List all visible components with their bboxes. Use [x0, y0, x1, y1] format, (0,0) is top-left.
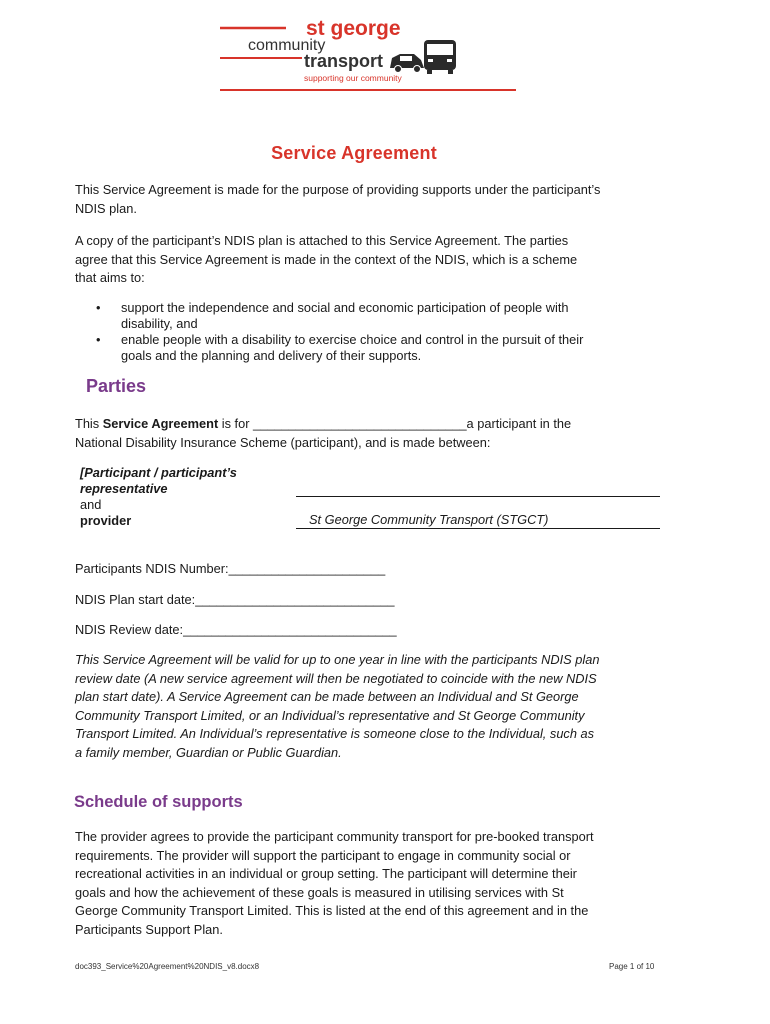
parties-paragraph: This Service Agreement is for ______________________________a participant in the National Disability Insurance Scheme (participant), and is made between: — [75, 416, 572, 450]
intro-paragraph-1: This Service Agreement is made for the purpose of providing supports under the participant’s NDIS plan. — [75, 182, 601, 216]
intro-paragraph-2: A copy of the participant’s NDIS plan is attached to this Service Agreement. The parties agree that this Service Agreement is made in the context of the NDIS, which is a scheme that aims to: — [75, 233, 578, 285]
parties-heading: Parties — [86, 376, 147, 396]
footer-filename: doc393_Service%20Agreement%20NDIS_v8.docx8 — [75, 962, 260, 971]
bullet-icon: • — [96, 332, 101, 347]
ndis-number-field[interactable]: Participants NDIS Number:______________________ — [75, 561, 386, 576]
logo-line2: community — [248, 37, 326, 54]
footer-page-number: Page 1 of 10 — [609, 962, 655, 971]
list-item: • support the independence and social and economic participation of people with disability, and — [96, 300, 569, 331]
st-george-logo — [218, 14, 518, 94]
service-agreement-bold: Service Agreement — [102, 416, 219, 431]
provider-line — [296, 528, 660, 529]
list-item: • enable people with a disability to exercise choice and control in the pursuit of their goals and the planning and delivery of their supports. — [96, 332, 584, 363]
page-title: Service Agreement — [271, 143, 437, 163]
review-date-field[interactable]: NDIS Review date:______________________________ — [75, 622, 397, 637]
schedule-heading: Schedule of supports — [74, 793, 243, 811]
provider-name: St George Community Transport (STGCT) — [309, 512, 549, 527]
car-icon — [390, 54, 424, 73]
bus-icon — [424, 40, 456, 74]
logo-tagline: supporting our community — [304, 73, 402, 83]
logo-line1: st george — [306, 17, 401, 40]
logo-line3: transport — [304, 51, 384, 71]
parties-labels: [Participant / participant’s representative and provider — [80, 465, 237, 528]
bullet-icon: • — [96, 300, 101, 315]
plan-start-date-field[interactable]: NDIS Plan start date:____________________________ — [75, 592, 395, 607]
validity-paragraph: This Service Agreement will be valid for up to one year in line with the participants NDIS plan review date (A new service agreement will then be negotiated to coincide with the new NDIS plan start date). A Service Agreement can be made between an Individual and St George Community Transport Limited, or an Individual’s representative and St George Community Transport Limited. An Individual’s representative is someone close to the Individual, such as a family member, Guardian or Public Guardian. — [75, 652, 600, 760]
logo-graphic — [218, 14, 518, 94]
aims-list — [96, 300, 676, 364]
schedule-paragraph: The provider agrees to provide the participant community transport for pre-booked transport requirements. The provider will support the participant to engage in community social or recreational activities in an individual or group setting. The participant will determine their goals and how the achievement of these goals is measured in utilising services with St George Community Transport Limited. This is listed at the end of this agreement and in the Participants Support Plan. — [75, 829, 594, 937]
participant-signature-line[interactable] — [296, 496, 660, 497]
